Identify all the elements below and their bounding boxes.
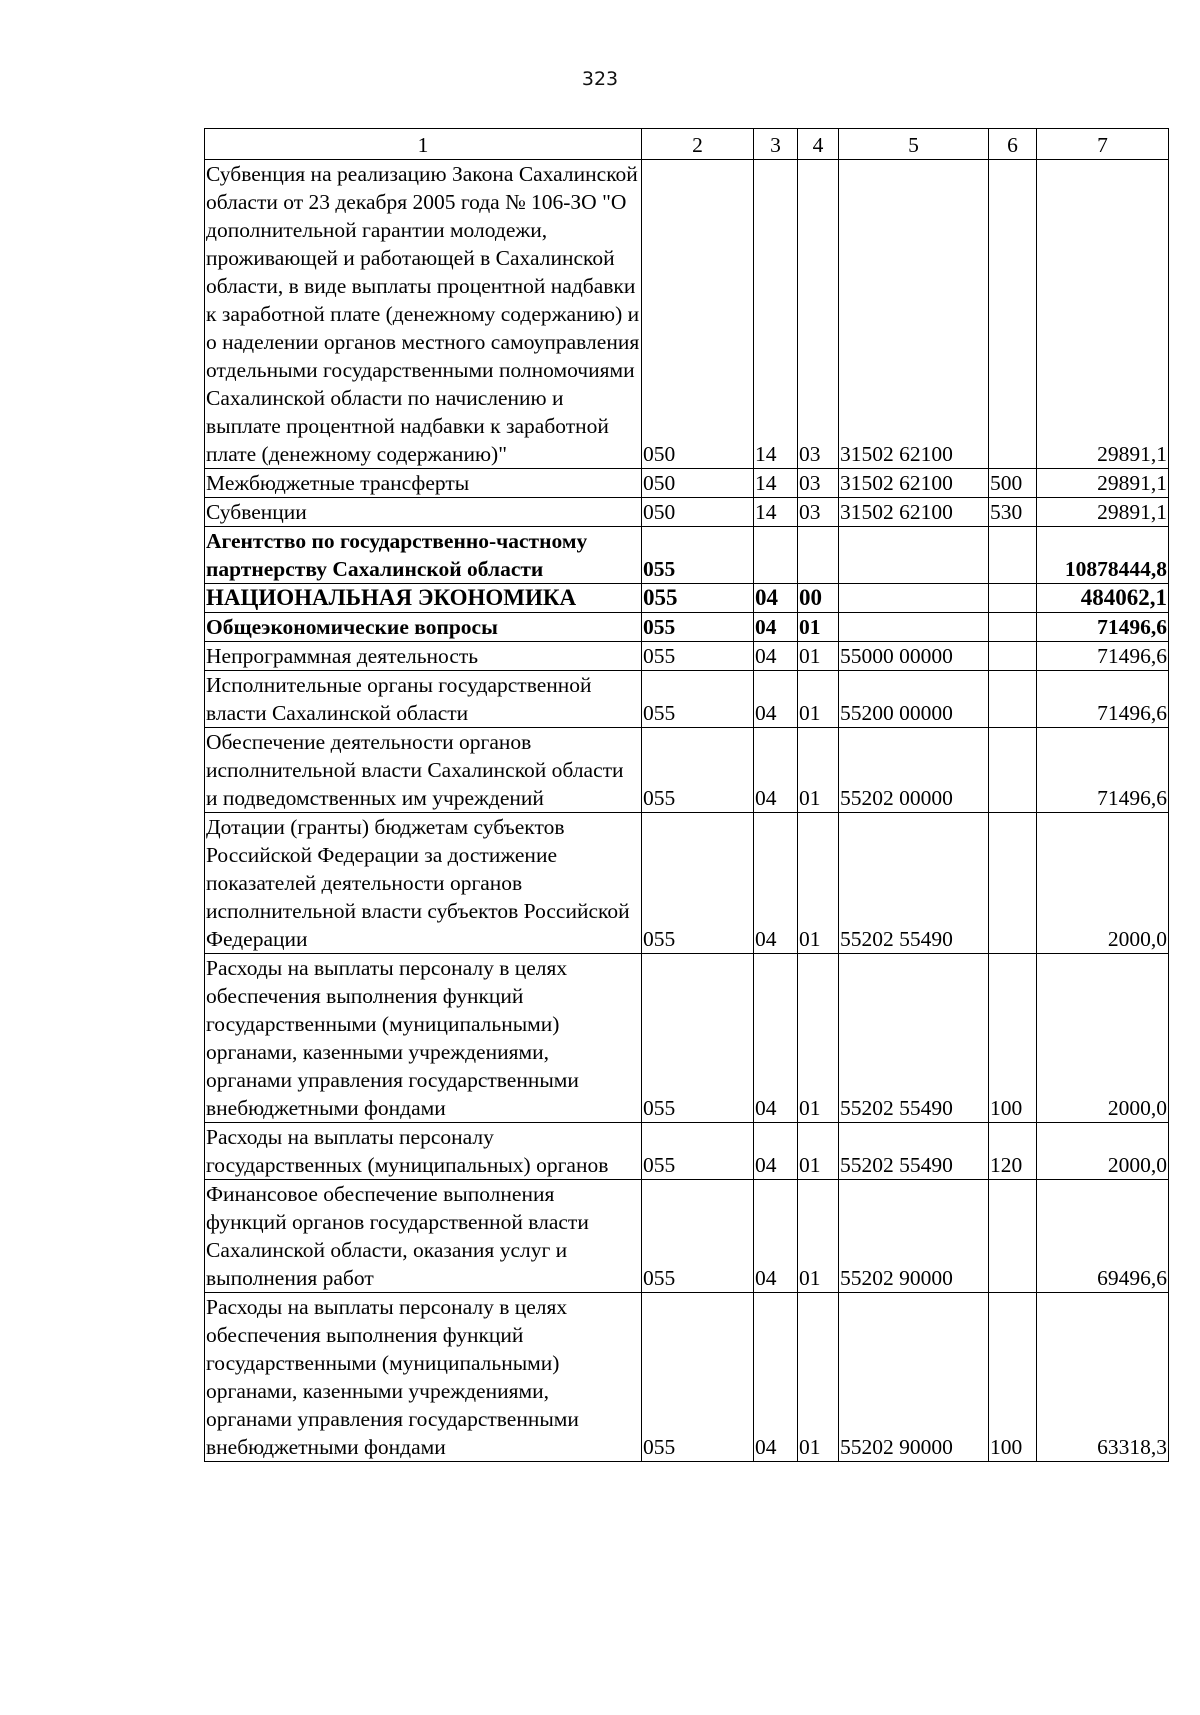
target-article-cell — [839, 613, 989, 642]
page-number: 323 — [581, 68, 619, 90]
subsection-code-cell: 03 — [798, 160, 839, 469]
section-code-cell: 04 — [754, 728, 798, 813]
subsection-code-cell: 00 — [798, 584, 839, 613]
expense-type-cell — [989, 813, 1037, 954]
expense-type-cell — [989, 527, 1037, 584]
amount-cell: 29891,1 — [1037, 469, 1169, 498]
row-name-cell: Дотации (гранты) бюджетам субъектов Российской Федерации за достижение показателей деятельности органов исполнительной власти субъектов Российской Федерации — [205, 813, 642, 954]
table-row — [205, 498, 1169, 527]
row-name-cell: Расходы на выплаты персоналу в целях обеспечения выполнения функций государственными (муниципальными) органами, казенными учреждениями, органами управления государственными внебюджетными фондами — [205, 954, 642, 1123]
subsection-code-cell: 01 — [798, 671, 839, 728]
target-article-cell: 31502 62100 — [839, 469, 989, 498]
section-code-cell: 14 — [754, 469, 798, 498]
target-article-cell: 31502 62100 — [839, 498, 989, 527]
subsection-code-cell: 01 — [798, 1180, 839, 1293]
admin-code-cell: 055 — [642, 728, 754, 813]
expense-type-cell — [989, 613, 1037, 642]
amount-cell: 71496,6 — [1037, 671, 1169, 728]
admin-code-cell: 055 — [642, 613, 754, 642]
expense-type-cell: 100 — [989, 1293, 1037, 1462]
admin-code-cell: 055 — [642, 954, 754, 1123]
section-code-cell: 04 — [754, 813, 798, 954]
amount-cell: 10878444,8 — [1037, 527, 1169, 584]
row-name-cell: НАЦИОНАЛЬНАЯ ЭКОНОМИКА — [205, 584, 642, 613]
header-cell: 7 — [1037, 129, 1169, 160]
target-article-cell: 31502 62100 — [839, 160, 989, 469]
amount-cell: 69496,6 — [1037, 1180, 1169, 1293]
amount-cell: 71496,6 — [1037, 728, 1169, 813]
section-code-cell: 04 — [754, 1123, 798, 1180]
section-code-cell — [754, 527, 798, 584]
subsection-code-cell: 03 — [798, 498, 839, 527]
amount-cell: 2000,0 — [1037, 954, 1169, 1123]
amount-cell: 29891,1 — [1037, 160, 1169, 469]
subsection-code-cell: 01 — [798, 813, 839, 954]
subsection-code-cell: 01 — [798, 1293, 839, 1462]
subsection-code-cell: 01 — [798, 642, 839, 671]
admin-code-cell: 055 — [642, 584, 754, 613]
target-article-cell: 55202 55490 — [839, 954, 989, 1123]
table-row — [205, 527, 1169, 584]
expense-type-cell: 530 — [989, 498, 1037, 527]
header-cell: 5 — [839, 129, 989, 160]
subsection-code-cell: 01 — [798, 1123, 839, 1180]
header-cell: 3 — [754, 129, 798, 160]
row-name-cell: Обеспечение деятельности органов исполнительной власти Сахалинской области и подведомственных им учреждений — [205, 728, 642, 813]
subsection-code-cell: 01 — [798, 613, 839, 642]
subsection-code-cell — [798, 527, 839, 584]
section-code-cell: 04 — [754, 642, 798, 671]
expense-type-cell: 100 — [989, 954, 1037, 1123]
admin-code-cell: 055 — [642, 813, 754, 954]
target-article-cell: 55202 90000 — [839, 1180, 989, 1293]
amount-cell: 29891,1 — [1037, 498, 1169, 527]
section-code-cell: 14 — [754, 160, 798, 469]
target-article-cell: 55000 00000 — [839, 642, 989, 671]
admin-code-cell: 055 — [642, 1293, 754, 1462]
amount-cell: 71496,6 — [1037, 613, 1169, 642]
table-row — [205, 1123, 1169, 1180]
budget-table — [204, 128, 1169, 1462]
table-row — [205, 954, 1169, 1123]
row-name-cell: Финансовое обеспечение выполнения функций органов государственной власти Сахалинской области, оказания услуг и выполнения работ — [205, 1180, 642, 1293]
table-header-row — [205, 129, 1169, 160]
admin-code-cell: 055 — [642, 671, 754, 728]
row-name-cell: Непрограммная деятельность — [205, 642, 642, 671]
table-row — [205, 671, 1169, 728]
admin-code-cell: 055 — [642, 642, 754, 671]
expense-type-cell — [989, 160, 1037, 469]
table-row — [205, 160, 1169, 469]
admin-code-cell: 050 — [642, 160, 754, 469]
row-name-cell: Исполнительные органы государственной власти Сахалинской области — [205, 671, 642, 728]
row-name-cell: Расходы на выплаты персоналу в целях обеспечения выполнения функций государственными (муниципальными) органами, казенными учреждениями, органами управления государственными внебюджетными фондами — [205, 1293, 642, 1462]
target-article-cell: 55202 00000 — [839, 728, 989, 813]
header-cell: 4 — [798, 129, 839, 160]
subsection-code-cell: 03 — [798, 469, 839, 498]
header-cell: 6 — [989, 129, 1037, 160]
amount-cell: 2000,0 — [1037, 813, 1169, 954]
header-cell: 1 — [205, 129, 642, 160]
expense-type-cell: 120 — [989, 1123, 1037, 1180]
expense-type-cell — [989, 642, 1037, 671]
table-row — [205, 469, 1169, 498]
target-article-cell: 55202 90000 — [839, 1293, 989, 1462]
section-code-cell: 04 — [754, 954, 798, 1123]
section-code-cell: 04 — [754, 1180, 798, 1293]
row-name-cell: Субвенция на реализацию Закона Сахалинской области от 23 декабря 2005 года № 106-ЗО "О дополнительной гарантии молодежи, проживающей и работающей в Сахалинской области, в виде выплаты процентной надбавки к заработной плате (денежному содержанию) и о наделении органов местного самоуправления отдельными государственными полномочиями Сахалинской области по начислению и выплате процентной надбавки к заработной плате (денежному содержанию)" — [205, 160, 642, 469]
row-name-cell: Субвенции — [205, 498, 642, 527]
target-article-cell: 55202 55490 — [839, 813, 989, 954]
expense-type-cell — [989, 1180, 1037, 1293]
row-name-cell: Общеэкономические вопросы — [205, 613, 642, 642]
amount-cell: 63318,3 — [1037, 1293, 1169, 1462]
subsection-code-cell: 01 — [798, 954, 839, 1123]
table-row — [205, 728, 1169, 813]
section-code-cell: 04 — [754, 671, 798, 728]
section-code-cell: 14 — [754, 498, 798, 527]
table-row — [205, 584, 1169, 613]
expense-type-cell — [989, 584, 1037, 613]
amount-cell: 484062,1 — [1037, 584, 1169, 613]
row-name-cell: Агентство по государственно-частному партнерству Сахалинской области — [205, 527, 642, 584]
expense-type-cell — [989, 671, 1037, 728]
amount-cell: 71496,6 — [1037, 642, 1169, 671]
table-row — [205, 642, 1169, 671]
expense-type-cell: 500 — [989, 469, 1037, 498]
amount-cell: 2000,0 — [1037, 1123, 1169, 1180]
expense-type-cell — [989, 728, 1037, 813]
target-article-cell — [839, 584, 989, 613]
admin-code-cell: 050 — [642, 469, 754, 498]
row-name-cell: Расходы на выплаты персоналу государственных (муниципальных) органов — [205, 1123, 642, 1180]
admin-code-cell: 055 — [642, 1123, 754, 1180]
target-article-cell: 55202 55490 — [839, 1123, 989, 1180]
admin-code-cell: 055 — [642, 1180, 754, 1293]
section-code-cell: 04 — [754, 584, 798, 613]
table-row — [205, 1293, 1169, 1462]
table-row — [205, 813, 1169, 954]
subsection-code-cell: 01 — [798, 728, 839, 813]
target-article-cell: 55200 00000 — [839, 671, 989, 728]
section-code-cell: 04 — [754, 613, 798, 642]
row-name-cell: Межбюджетные трансферты — [205, 469, 642, 498]
section-code-cell: 04 — [754, 1293, 798, 1462]
table-row — [205, 1180, 1169, 1293]
header-cell: 2 — [642, 129, 754, 160]
table-row — [205, 613, 1169, 642]
admin-code-cell: 050 — [642, 498, 754, 527]
target-article-cell — [839, 527, 989, 584]
admin-code-cell: 055 — [642, 527, 754, 584]
